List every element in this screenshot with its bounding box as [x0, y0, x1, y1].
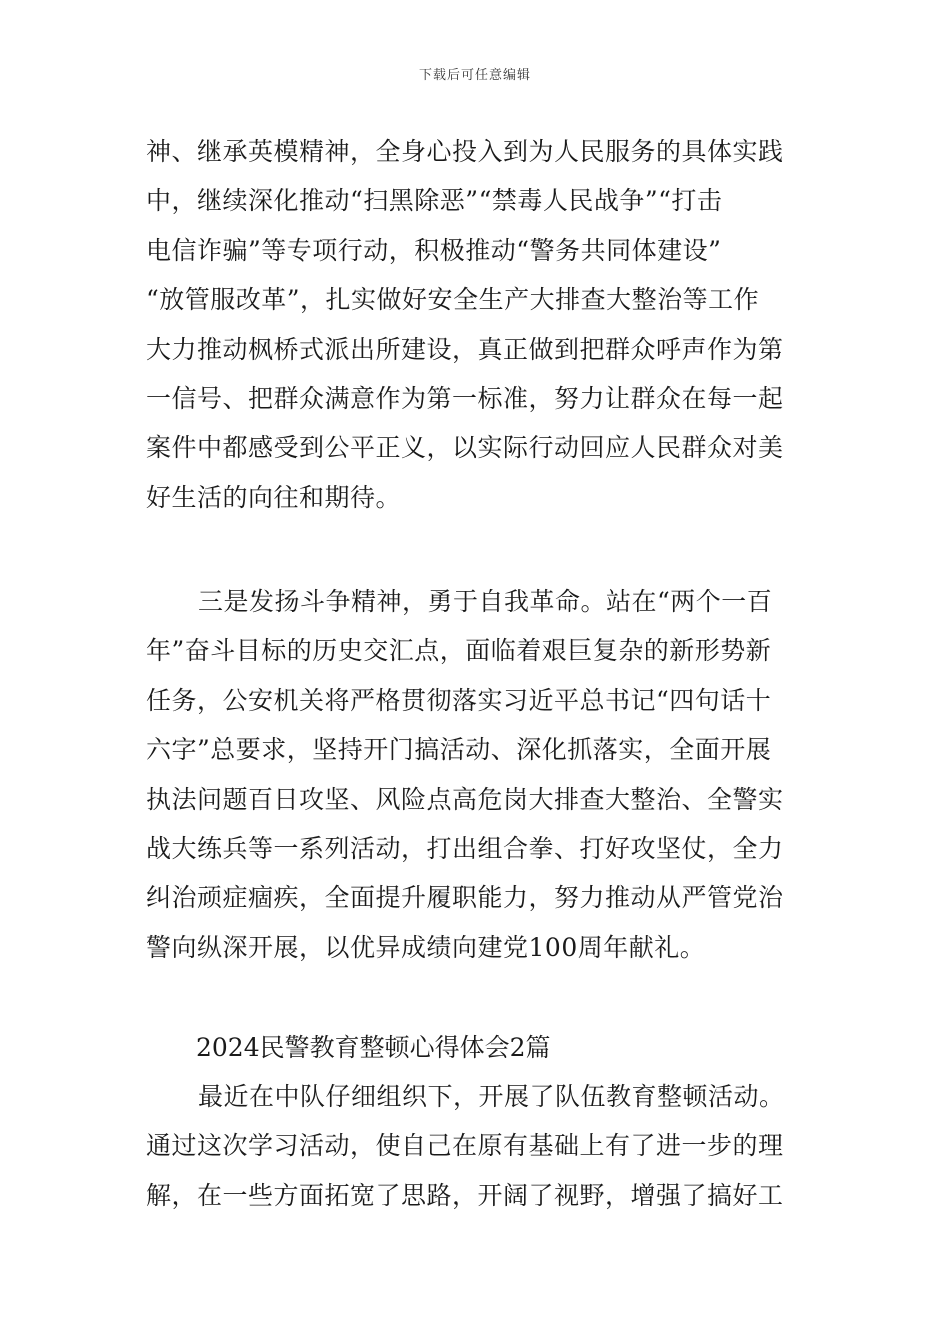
paragraph-line: 大力推动枫桥式派出所建设，真正做到把群众呼声作为第 — [146, 334, 784, 364]
paragraph-line: 六字”总要求，坚持开门搞活动、深化抓落实，全面开展 — [146, 735, 772, 765]
paragraph-line: 三是发扬斗争精神，勇于自我革命。站在“两个一百 — [198, 587, 773, 616]
paragraph-line: 通过这次学习活动，使自己在原有基础上有了进一步的理 — [146, 1131, 784, 1161]
paragraph-line: 电信诈骗”等专项行动，积极推动“警务共同体建设” — [146, 235, 722, 265]
paragraph-line: 年”奋斗目标的历史交汇点，面临着艰巨复杂的新形势新 — [146, 636, 772, 666]
page-header: 下载后可任意编辑 — [418, 68, 531, 83]
paragraph-line: “放管服改革”，扎实做好安全生产大排查大整治等工作 — [146, 285, 760, 315]
paragraph-line: 纠治顽症痼疾，全面提升履职能力，努力推动从严管党治 — [146, 883, 784, 913]
paragraph-line: 最近在中队仔细组织下，开展了队伍教育整顿活动。 — [198, 1082, 785, 1111]
section-title: 2024民警教育整顿心得体会2篇 — [196, 1033, 551, 1062]
paragraph-line: 任务，公安机关将严格贯彻落实习近平总书记“四句话十 — [146, 685, 772, 715]
paragraph-line: 一信号、把群众满意作为第一标准，努力让群众在每一起 — [146, 383, 784, 413]
paragraph-2 — [146, 577, 810, 972]
paragraph-line: 执法问题百日攻坚、风险点高危岗大排查大整治、全警实 — [146, 784, 784, 814]
paragraph-1 — [146, 127, 810, 522]
paragraph-line: 中，继续深化推动“扫黑除恶”“禁毒人民战争”“打击 — [146, 186, 723, 216]
paragraph-line: 案件中都感受到公平正义，以实际行动回应人民群众对美 — [146, 433, 784, 463]
paragraph-line: 战大练兵等一系列活动，打出组合拳、打好攻坚仗，全力 — [146, 833, 784, 863]
paragraph-3 — [146, 1072, 810, 1220]
paragraph-line: 好生活的向往和期待。 — [146, 482, 402, 512]
paragraph-line: 神、继承英模精神，全身心投入到为人民服务的具体实践 — [146, 137, 784, 166]
paragraph-line: 警向纵深开展，以优异成绩向建党100周年献礼。 — [146, 932, 706, 962]
paragraph-line: 解，在一些方面拓宽了思路，开阔了视野，增强了搞好工 — [146, 1180, 784, 1210]
